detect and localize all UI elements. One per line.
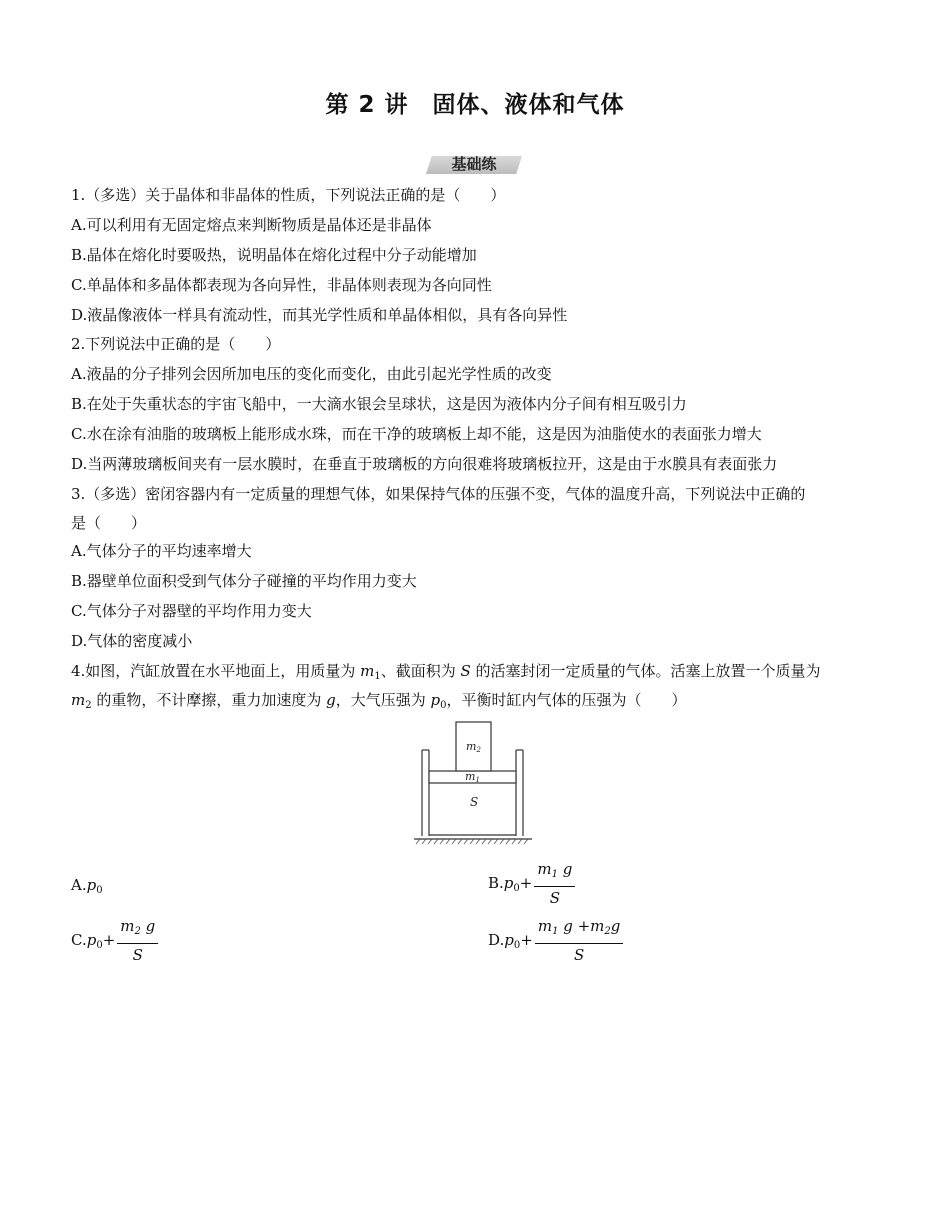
q2-stem: 2.下列说法中正确的是（ ） xyxy=(71,335,281,353)
q4-stem-line1 xyxy=(71,661,821,687)
option-label: A. xyxy=(71,876,87,894)
option-sub: 0 xyxy=(513,883,520,894)
q4-text: 、截面积为 xyxy=(380,662,461,680)
q4-sub: 0 xyxy=(440,700,447,711)
fraction-denominator: S xyxy=(132,946,143,964)
q4-var-s: S xyxy=(460,662,471,680)
q4-text: ，大气压强为 xyxy=(335,691,431,709)
fraction xyxy=(117,916,158,966)
q2-option-c: C.水在涂有油脂的玻璃板上能形成水珠，而在干净的玻璃板上却不能，这是因为油脂使水的表面张力增大 xyxy=(71,425,762,443)
q3-option-d: D.气体的密度减小 xyxy=(71,632,193,650)
fraction-denominator: S xyxy=(549,889,560,907)
option-plus: + xyxy=(519,874,533,892)
section-banner xyxy=(426,153,522,175)
q4-text: 的活塞封闭一定质量的气体。活塞上放置一个质量为 xyxy=(470,662,821,680)
option-label: D. xyxy=(488,931,505,949)
label-s: S xyxy=(470,795,479,809)
option-sub: 0 xyxy=(96,885,103,896)
option-sub: 0 xyxy=(513,940,521,951)
fraction-numerator: $m_2$ g xyxy=(117,916,158,944)
section-label: 基础练 xyxy=(451,155,497,173)
q3-stem-line1: 3.（多选）密闭容器内有一定质量的理想气体，如果保持气体的压强不变，气体的温度升高，下列说法中正确的 xyxy=(71,485,806,503)
q4-var-m: m xyxy=(71,691,86,709)
q4-option-d xyxy=(488,916,623,966)
q1-option-d: D.液晶像液体一样具有流动性，而其光学性质和单晶体相似，具有各向异性 xyxy=(71,306,568,324)
q3-option-b: B.器壁单位面积受到气体分子碰撞的平均作用力变大 xyxy=(71,572,417,590)
q4-option-c xyxy=(71,916,158,966)
cylinder-diagram xyxy=(410,720,540,850)
q4-sub: 2 xyxy=(85,700,92,711)
q1-option-b: B.晶体在熔化时要吸热，说明晶体在熔化过程中分子动能增加 xyxy=(71,246,477,264)
q3-option-a: A.气体分子的平均速率增大 xyxy=(71,542,252,560)
q4-text: 的重物，不计摩擦，重力加速度为 xyxy=(91,691,327,709)
q4-var-m: m xyxy=(360,662,375,680)
q3-stem-line2: 是（ ） xyxy=(71,514,147,532)
fraction-denominator: S xyxy=(573,946,585,964)
q4-option-b xyxy=(488,859,575,909)
q4-var-p: p xyxy=(430,691,441,709)
fraction xyxy=(535,916,624,966)
option-label: B. xyxy=(488,874,504,892)
fraction-numerator: $m_1$ $g +m_2g$ xyxy=(535,916,624,944)
q3-option-c: C.气体分子对器壁的平均作用力变大 xyxy=(71,602,312,620)
ground-hatching xyxy=(416,839,528,844)
option-p: p xyxy=(503,874,514,892)
fraction-numerator: $m_1$ g xyxy=(534,859,575,887)
option-label: C. xyxy=(71,931,87,949)
cylinder-svg xyxy=(410,720,540,850)
q2-option-b: B.在处于失重状态的宇宙飞船中，一大滴水银会呈球状，这是因为液体内分子间有相互吸引力 xyxy=(71,395,687,413)
q1-stem: 1.（多选）关于晶体和非晶体的性质，下列说法正确的是（ ） xyxy=(71,186,506,204)
option-p: p xyxy=(86,931,97,949)
label-m2: m2 xyxy=(466,740,481,754)
fraction xyxy=(534,859,575,909)
q4-var-g: g xyxy=(326,691,336,709)
label-m1: m1 xyxy=(465,770,480,784)
page-title: 第 2 讲 固体、液体和气体 xyxy=(325,92,625,118)
q4-sub: 1 xyxy=(374,671,381,682)
q4-text: ，平衡时缸内气体的压强为（ ） xyxy=(446,691,687,709)
q1-option-a: A.可以利用有无固定熔点来判断物质是晶体还是非晶体 xyxy=(71,216,432,234)
option-p: p xyxy=(86,876,97,894)
option-p: p xyxy=(504,931,514,949)
q4-option-a xyxy=(71,875,103,901)
q2-option-a: A.液晶的分子排列会因所加电压的变化而变化，由此引起光学性质的改变 xyxy=(71,365,552,383)
q4-text: 4.如图，汽缸放置在水平地面上，用质量为 xyxy=(71,662,361,680)
q1-option-c: C.单晶体和多晶体都表现为各向异性，非晶体则表现为各向同性 xyxy=(71,276,492,294)
option-plus: + xyxy=(520,931,533,949)
q2-option-d: D.当两薄玻璃板间夹有一层水膜时，在垂直于玻璃板的方向很难将玻璃板拉开，这是由于水膜具有表面张力 xyxy=(71,455,778,473)
option-sub: 0 xyxy=(96,940,103,951)
option-plus: + xyxy=(102,931,116,949)
q4-stem-line2 xyxy=(71,690,687,716)
